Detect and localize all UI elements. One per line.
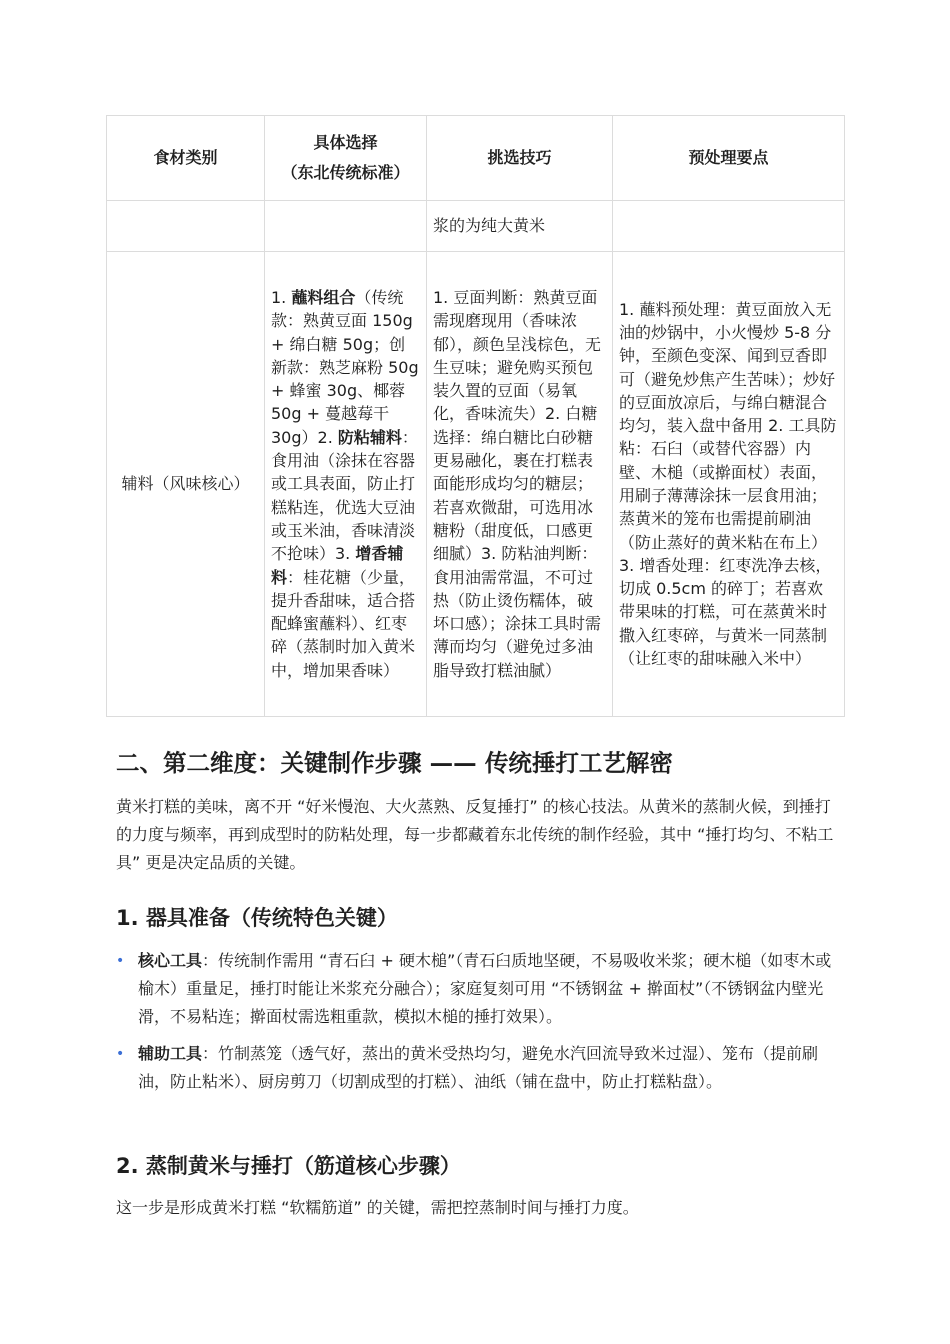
- section-title: 二、第二维度：关键制作步骤 —— 传统捶打工艺解密: [116, 749, 673, 777]
- ingredients-table: [106, 115, 845, 717]
- subsection-title-tools: 1. 器具准备（传统特色关键）: [116, 906, 398, 930]
- header-prep: 预处理要点: [613, 116, 845, 201]
- list-item: • 核心工具：传统制作需用 “青石臼 + 硬木槌”（青石臼质地坚硬，不易吸收米浆；硬木槌（如枣木或榆木）重量足，捶打时能让米浆充分融合）；家庭复刻可用 “不锈钢盆 + 擀面杖”（不锈钢盆内壁光滑，不易粘连；擀面杖需选粗重款，模拟木槌的捶打效果）。: [116, 947, 842, 1031]
- section-intro: 黄米打糕的美味，离不开 “好米慢泡、大火蒸熟、反复捶打” 的核心技法。从黄米的蒸制火候，到捶打的力度与频率，再到成型时的防粘处理，每一步都藏着东北传统的制作经验，其中 “捶打均匀、不粘工具” 更是决定品质的关键。: [116, 797, 834, 872]
- bullet-icon: •: [116, 1046, 125, 1062]
- header-choice: 具体选择 （东北传统标准）: [265, 116, 427, 201]
- header-tips: 挑选技巧: [427, 116, 613, 201]
- list-item: • 辅助工具：竹制蒸笼（透气好，蒸出的黄米受热均匀，避免水汽回流导致米过湿）、笼布（提前刷油，防止粘米）、厨房剪刀（切割成型的打糕）、油纸（铺在盘中，防止打糕粘盘）。: [116, 1040, 842, 1096]
- header-category: 食材类别: [107, 116, 265, 201]
- table-cell: 浆的为纯大黄米: [427, 201, 613, 252]
- table-cell: [265, 201, 427, 252]
- bullet-icon: •: [116, 953, 125, 969]
- prep-cell: 1. 蘸料预处理：黄豆面放入无油的炒锅中，小火慢炒 5-8 分钟，至颜色变深、闻到豆香即可（避免炒焦产生苦味）；炒好的豆面放凉后，与绵白糖混合均匀，装入盘中备用 2. 工具防粘：石臼（或替代容器）内壁、木槌（或擀面杖）表面，用刷子薄薄涂抹一层食用油；蒸黄米的笼布也需提前刷油（防止蒸好的黄米粘在布上）3. 增香处理：红枣洗净去核，切成 0.5cm 的碎丁；若喜欢带果味的打糕，可在蒸黄米时撒入红枣碎，与黄米一同蒸制（让红枣的甜味融入米中）: [613, 252, 845, 717]
- tips-cell: 1. 豆面判断：熟黄豆面需现磨现用（香味浓郁），颜色呈浅棕色，无生豆味；避免购买预包装久置的豆面（易氧化，香味流失）2. 白糖选择：绵白糖比白砂糖更易融化，裹在打糕表面能形成均匀的糖层；若喜欢微甜，可选用冰糖粉（甜度低，口感更细腻）3. 防粘油判断：食用油需常温，不可过热（防止烫伤糯体，破坏口感）；涂抹工具时需薄而均匀（避免过多油脂导致打糕油腻）: [427, 252, 613, 717]
- table-cell: [613, 201, 845, 252]
- category-cell: 辅料（风味核心）: [107, 252, 265, 717]
- table-row: [107, 201, 845, 252]
- table-cell: [107, 201, 265, 252]
- subsection-title-steaming: 2. 蒸制黄米与捶打（筋道核心步骤）: [116, 1154, 461, 1178]
- choice-cell: 1. 蘸料组合（传统款：熟黄豆面 150g + 绵白糖 50g；创新款：熟芝麻粉 50g + 蜂蜜 30g、椰蓉 50g + 蔓越莓干 30g）2. 防粘辅料：食用油（涂抹在容器或工具表面，防止打糕粘连，优选大豆油或玉米油，香味清淡不抢味）3. 增香辅料：桂花糖（少量，提升香甜味，适合搭配蜂蜜蘸料）、红枣碎（蒸制时加入黄米中，增加果香味）: [265, 252, 427, 717]
- subsection-intro: 这一步是形成黄米打糕 “软糯筋道” 的关键，需把控蒸制时间与捶打力度。: [116, 1198, 639, 1217]
- table-row: [107, 252, 845, 717]
- table-header-row: [107, 116, 845, 201]
